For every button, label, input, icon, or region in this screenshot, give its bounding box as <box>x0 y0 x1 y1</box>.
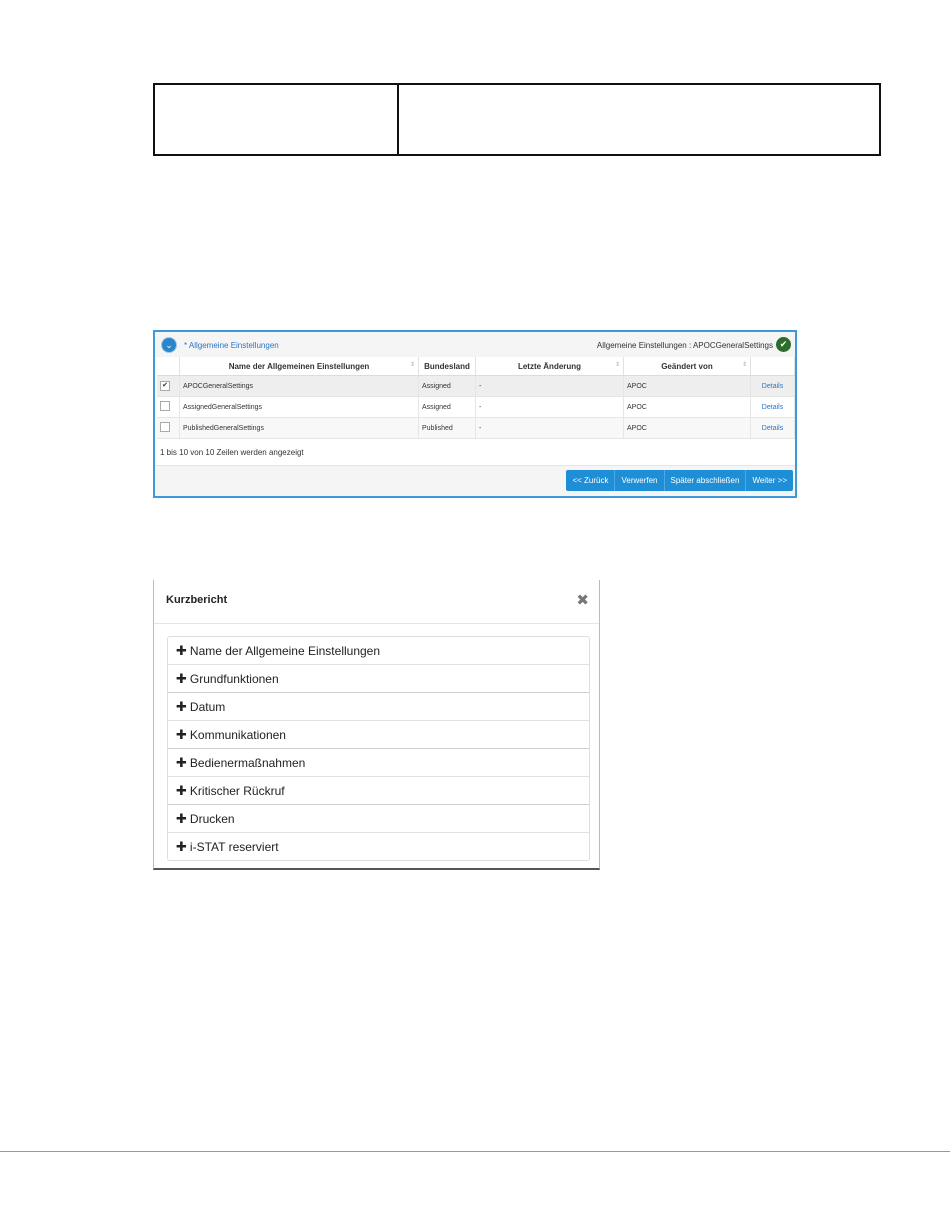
details-link[interactable]: Details <box>751 418 795 439</box>
column-header-state[interactable] <box>419 357 476 376</box>
sort-icon: ⇕ <box>409 362 415 368</box>
collapse-arrow-icon[interactable]: ⌄ <box>162 338 176 352</box>
discard-button[interactable]: Verwerfen <box>615 470 664 491</box>
plus-icon: ✚ <box>176 755 187 770</box>
plus-icon: ✚ <box>176 699 187 714</box>
wizard-buttons <box>566 470 793 491</box>
row-by: APOC <box>624 397 751 418</box>
empty-table-cell-right <box>399 85 879 154</box>
panel-header <box>155 332 795 357</box>
column-header-name-label: Name der Allgemeinen Einstellungen <box>228 361 370 371</box>
wizard-button-bar <box>155 465 795 496</box>
accordion-item[interactable] <box>168 805 589 833</box>
accordion-item[interactable] <box>168 637 589 665</box>
next-button[interactable]: Weiter >> <box>752 476 787 485</box>
details-link[interactable]: Details <box>751 397 795 418</box>
column-header-name[interactable] <box>180 357 419 376</box>
row-state: Published <box>419 418 476 439</box>
plus-icon: ✚ <box>176 811 187 826</box>
row-select-cell <box>157 397 180 418</box>
plus-icon: ✚ <box>176 643 187 658</box>
accordion-item[interactable] <box>168 777 589 805</box>
accordion-item[interactable] <box>168 749 589 777</box>
column-header-by-label: Geändert von <box>661 361 713 371</box>
plus-icon: ✚ <box>176 839 187 854</box>
sort-icon: ⇕ <box>614 362 620 368</box>
row-select-cell <box>157 376 180 397</box>
summary-report-modal <box>153 580 600 870</box>
column-header-by[interactable] <box>624 357 751 376</box>
accordion-item-label: i-STAT reserviert <box>189 840 279 854</box>
general-settings-link[interactable]: * Allgemeine Einstellungen <box>184 341 279 350</box>
row-checkbox[interactable] <box>160 401 170 411</box>
pagination-info: 1 bis 10 von 10 Zeilen werden angezeigt <box>160 448 304 457</box>
row-changed: - <box>476 418 624 439</box>
row-name: APOCGeneralSettings <box>180 376 419 397</box>
row-name: AssignedGeneralSettings <box>180 397 419 418</box>
accordion-item[interactable] <box>168 665 589 693</box>
column-header-state-label: Bundesland <box>424 361 470 371</box>
page-footer-rule <box>0 1151 950 1152</box>
accordion-item-label: Drucken <box>189 812 235 826</box>
details-link[interactable]: Details <box>751 376 795 397</box>
plus-icon: ✚ <box>176 671 187 686</box>
plus-icon: ✚ <box>176 783 187 798</box>
accordion-item-label: Kritischer Rückruf <box>189 784 285 798</box>
accordion-item[interactable] <box>168 693 589 721</box>
accordion-item-label: Kommunikationen <box>189 728 286 742</box>
close-icon[interactable]: ✖ <box>576 592 589 609</box>
settings-table <box>157 357 795 439</box>
finish-later-button[interactable]: Später abschließen <box>665 470 747 491</box>
row-checkbox[interactable]: ✔ <box>160 381 170 391</box>
table-row[interactable] <box>157 418 795 439</box>
row-checkbox[interactable] <box>160 422 170 432</box>
modal-divider <box>154 623 599 624</box>
accordion-item[interactable] <box>168 721 589 749</box>
accordion-item-label: Name der Allgemeine Einstellungen <box>189 644 381 658</box>
check-icon: ✔ <box>776 337 791 352</box>
select-column-header <box>157 357 180 376</box>
back-button[interactable]: << Zurück <box>566 470 615 491</box>
sort-icon: ⇕ <box>741 362 747 368</box>
accordion-item-label: Bedienermaßnahmen <box>189 756 306 770</box>
plus-icon: ✚ <box>176 727 187 742</box>
accordion-item[interactable] <box>168 833 589 860</box>
table-row[interactable] <box>157 397 795 418</box>
accordion-item-label: Datum <box>189 700 226 714</box>
general-settings-screenshot <box>153 330 797 498</box>
row-name: PublishedGeneralSettings <box>180 418 419 439</box>
row-by: APOC <box>624 376 751 397</box>
row-changed: - <box>476 397 624 418</box>
column-header-changed[interactable] <box>476 357 624 376</box>
selected-settings-label: Allgemeine Einstellungen : APOCGeneralSettings <box>596 341 773 350</box>
actions-column-header <box>751 357 795 376</box>
row-select-cell <box>157 418 180 439</box>
row-state: Assigned <box>419 376 476 397</box>
empty-table <box>153 83 881 156</box>
accordion-list <box>167 636 590 861</box>
table-row[interactable] <box>157 376 795 397</box>
row-changed: - <box>476 376 624 397</box>
row-state: Assigned <box>419 397 476 418</box>
accordion-item-label: Grundfunktionen <box>189 672 279 686</box>
row-by: APOC <box>624 418 751 439</box>
empty-table-cell-left <box>155 85 399 154</box>
column-header-changed-label: Letzte Änderung <box>517 361 582 371</box>
modal-title: Kurzbericht <box>166 594 228 606</box>
